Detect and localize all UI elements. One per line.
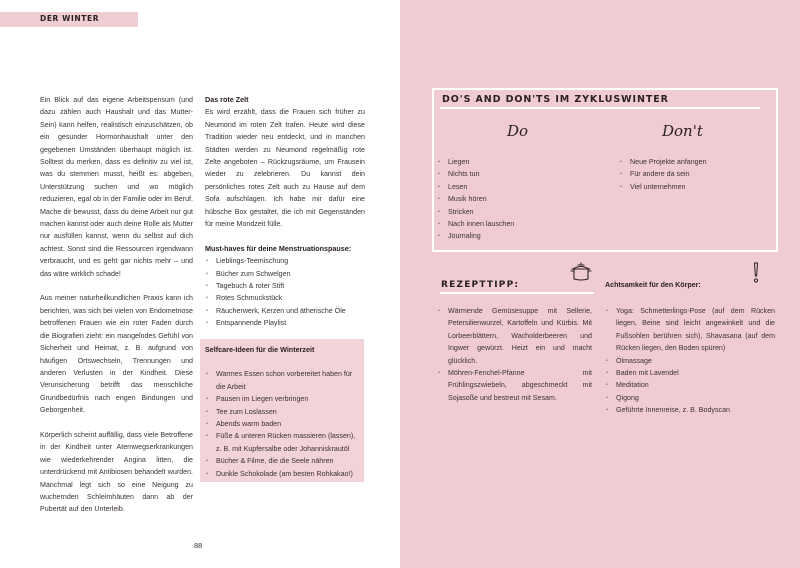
list-item: • Tee zum Loslassen <box>205 406 359 418</box>
chapter-label: DER WINTER <box>40 14 100 23</box>
list-item: • Wärmende Gemüsesuppe mit Sellerie, Petersilienwurzel, Kartoffeln und Kürbis. Mit Lorbeerblättern, Wacholderbeeren und Ingwer gewürzt. Heizt ein und macht glücklich. <box>437 305 592 367</box>
do-heading: Do <box>507 122 529 140</box>
list-item: • Bücher & Filme, die die Seele nähren <box>205 455 359 467</box>
paragraph: Es wird erzählt, dass die Frauen sich früher zu Neumond im roten Zelt trafen. Heute wird diese Tradition wieder neu entdeckt, und in manchen Städten werden zu Neumond regelmäßig rote Zelte angeboten – Rückzugsräume, um Frausein wieder zu zelebrieren. Du kannst dein persönliches rotes Zelt auch zu Hause auf dem Sofa aufschlagen. Ich habe mir dafür eine hübsche Box gestaltet, die ich mit Gegenständen für meine Mondzeit fülle. <box>205 108 365 229</box>
list-item: • Musik hören <box>437 193 514 205</box>
dos-and-donts-box <box>432 88 778 252</box>
list-item: • Räucherwerk, Kerzen und ätherische Öle <box>205 305 365 317</box>
list-item: • Qigong <box>605 392 775 404</box>
list-item: • Rotes Schmuckstück <box>205 292 365 304</box>
chapter-header-band <box>0 12 138 27</box>
must-haves-list <box>205 255 365 329</box>
paragraph: Aus meiner naturheilkundlichen Praxis kann ich berichten, was sich bei vielen von Endometriose betroffenen Frauen wie ein roter Faden durch die Biografien zieht: ein mangelndes Gefühl von Sicherheit und Heimat, z. B. aufgrund von häufigen Ortswechseln, Trennungen und anderen Verlusten in der Kindheit. Diese Verunsicherung betrifft das menschliche Grundbedürfnis nach engen Bindungen und Geborgenheit. <box>40 294 193 415</box>
list-item: • Dunkle Schokolade (am besten Rohkakao!) <box>205 468 359 480</box>
list-item: • Journaling <box>437 230 514 242</box>
list-item: • Viel unternehmen <box>619 181 707 193</box>
list-item: • Baden mit Lavendel <box>605 367 775 379</box>
list-item: • Pausen im Liegen verbringen <box>205 393 359 405</box>
list-item: • Entspannende Playlist <box>205 317 365 329</box>
list-item: • Warmes Essen schon vorbereitet haben für die Arbeit <box>205 368 359 393</box>
dos-donts-title: DO'S AND DON'TS IM ZYKLUSWINTER <box>442 94 669 105</box>
section-heading-must-haves: Must-haves für deine Menstruationspause: <box>205 243 352 253</box>
list-item: • Lesen <box>437 181 514 193</box>
dont-heading: Don't <box>662 122 703 140</box>
list-item: • Für andere da sein <box>619 168 707 180</box>
donts-list <box>619 156 707 193</box>
list-item: • Abends warm baden <box>205 418 359 430</box>
rezept-list <box>437 305 592 404</box>
list-item: • Liegen <box>437 156 514 168</box>
selfcare-list <box>205 368 359 480</box>
page-number: 88 <box>194 541 203 550</box>
achtsamkeit-list <box>605 305 775 417</box>
list-item: • Yoga: Schmetterlings-Pose (auf dem Rücken liegen, Beine sind leicht angewinkelt und die Fußsohlen berühren sich), Shavasana (auf dem Rücken liegen, den Boden spüren) <box>605 305 775 355</box>
list-item: • Neue Projekte anfangen <box>619 156 707 168</box>
rezept-underline <box>440 292 594 294</box>
list-item: • Ölmassage <box>605 355 775 367</box>
list-item: • Lieblings-Teemischung <box>205 255 365 267</box>
list-item: • Füße & unteren Rücken massieren (lassen), z. B. mit Kupfersalbe oder Johanniskrautöl <box>205 430 359 455</box>
list-item: • Geführte Innenreise, z. B. Bodyscan <box>605 404 775 416</box>
exclamation-icon <box>752 262 760 284</box>
paragraph: Körperlich scheint auffällig, dass viele Betroffene in der Kindheit unter Atemwegserkrankungen wie wiederkehrender Angina litten, die unterdrückend mit Antibiosen behandelt wurden. Manchmal legt sich so eine Neigung zu wuchernden Schleimhäuten dann ab der Pubertät auf den Unterleib. <box>40 430 193 514</box>
list-item: • Bücher zum Schwelgen <box>205 268 365 280</box>
list-item: • Tagebuch & roter Stift <box>205 280 365 292</box>
section-heading-selfcare: Selfcare-Ideen für die Winterzeit <box>205 345 315 354</box>
list-item: • Möhren-Fenchel-Pfanne mit Frühlingszwiebeln, abgeschmeckt mit Sojasoße und bestreut mit Sesam. <box>437 367 592 404</box>
selfcare-box <box>200 339 364 482</box>
list-item: • Stricken <box>437 206 514 218</box>
title-underline <box>440 107 760 109</box>
rezept-title: REZEPTTIPP: <box>441 280 520 290</box>
dos-list <box>437 156 514 243</box>
paragraph: Ein Blick auf das eigene Arbeitspensum (und dazu zählen auch Haushalt und das Mutter-Sein) kann helfen, realistisch einzuschätzen, ob ein gesunder Hormonhaushalt unter den gegebenen Umständen überhaupt möglich ist. Solltest du merken, dass es definitiv zu viel ist, was du stemmen musst, heißt es: abgeben, Unterstützung suchen und wo möglich reduzieren, egal ob in der Familie oder im Beruf. Mache dir bewusst, dass du deine Arbeit nur gut machen kannst oder auch deine Rolle als Mutter nur ausfüllen kannst, wenn du selbst auf dich achtest. Sonst sind die Ressourcen irgendwann verbraucht, und es geht gar nichts mehr – und das wäre wirklich schade! <box>40 96 193 278</box>
section-heading-rotes-zelt: Das rote Zelt <box>205 95 249 104</box>
cooking-pot-icon <box>570 262 592 282</box>
list-item: • Nichts tun <box>437 168 514 180</box>
right-column-text <box>205 94 365 330</box>
left-column-text <box>40 94 193 528</box>
list-item: • Meditation <box>605 379 775 391</box>
achtsamkeit-title: Achtsamkeit für den Körper: <box>605 281 701 289</box>
list-item: • Nach innen lauschen <box>437 218 514 230</box>
